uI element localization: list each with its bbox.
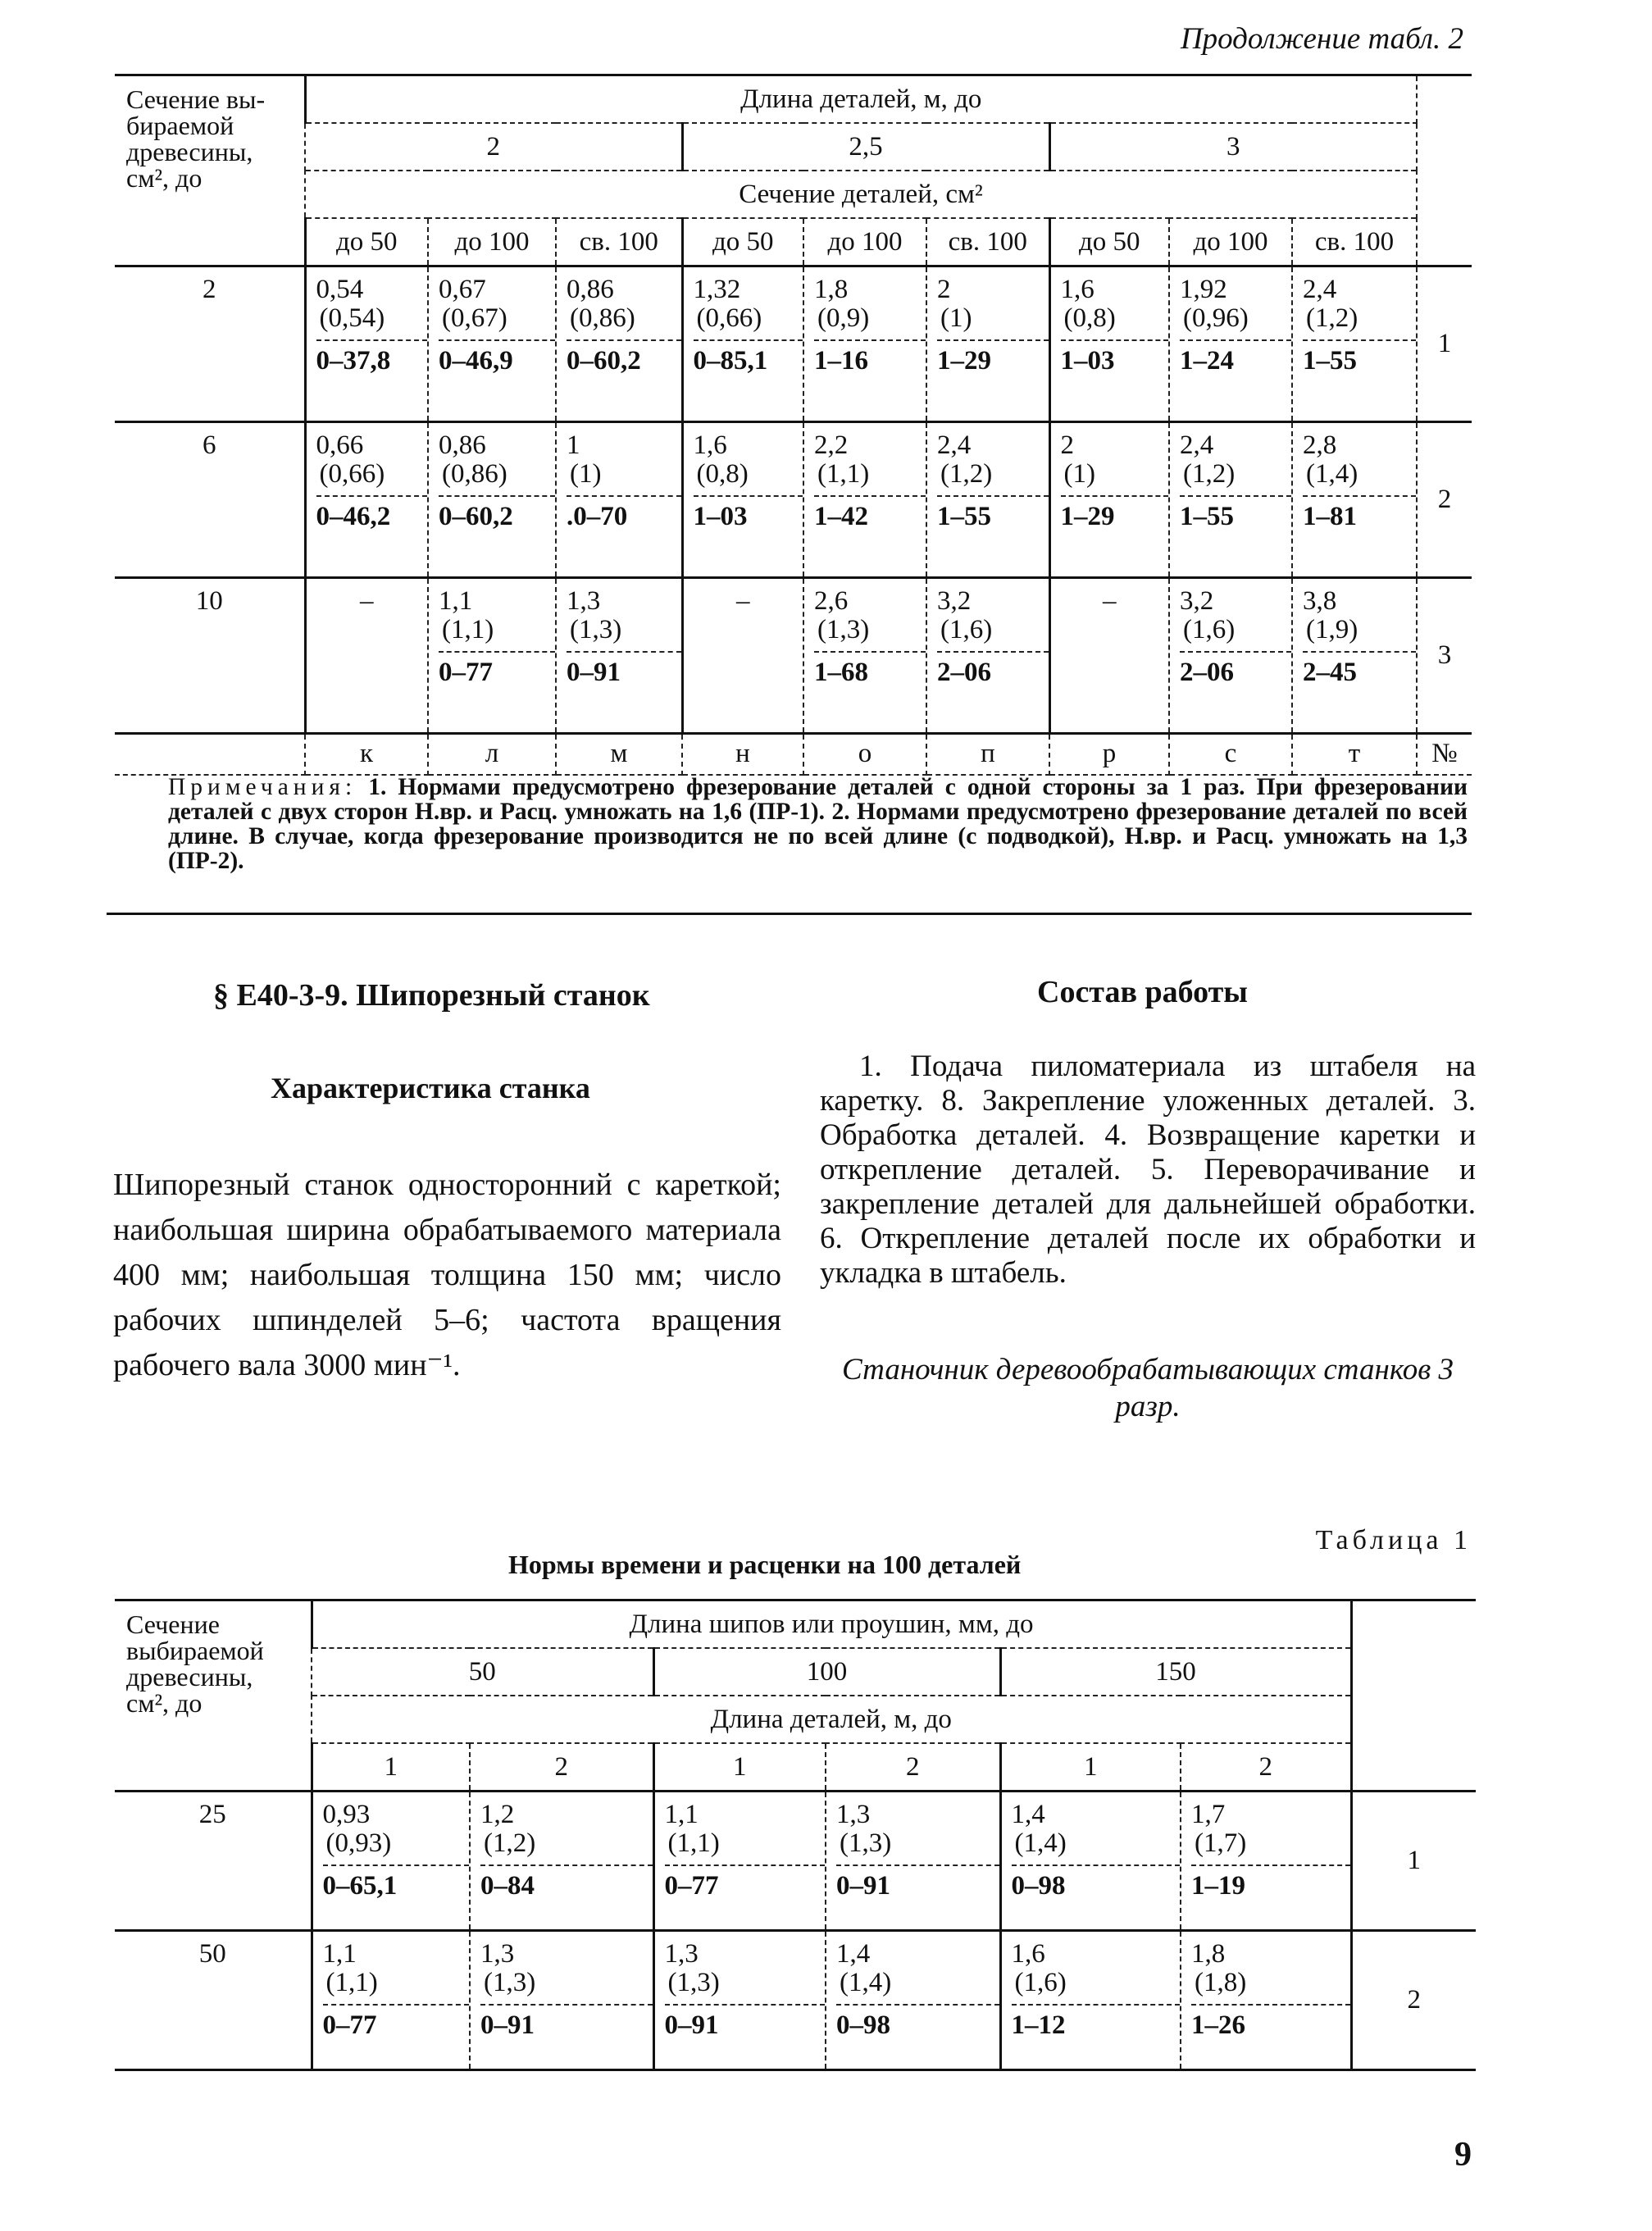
time-norm: 1,6 bbox=[1060, 275, 1095, 304]
norm-value bbox=[927, 579, 1049, 687]
rate-value: 0–37,8 bbox=[316, 339, 428, 376]
table-cell bbox=[428, 578, 556, 734]
norm-value bbox=[1170, 423, 1291, 531]
table-cell bbox=[682, 578, 803, 734]
subcolumn-header: до 100 bbox=[1169, 218, 1292, 266]
norm-value bbox=[307, 267, 428, 376]
time-norm: 1,3 bbox=[567, 586, 601, 616]
table-notes bbox=[168, 775, 1468, 873]
worker-grade: Станочник деревообрабатывающих станков 3 разр. bbox=[841, 1353, 1454, 1423]
subcolumn-header: св. 100 bbox=[926, 218, 1049, 266]
table-row bbox=[115, 1792, 1476, 1931]
column-code: о bbox=[803, 734, 926, 775]
norm-value bbox=[1170, 267, 1291, 376]
table-cell bbox=[1181, 1931, 1351, 2070]
table-cell bbox=[803, 578, 926, 734]
rate-value: 0–65,1 bbox=[323, 1864, 470, 1901]
table-cell bbox=[1292, 266, 1417, 422]
table-cell bbox=[312, 1931, 470, 2070]
time-norm-alt: (0,54) bbox=[319, 303, 385, 333]
column-code: н bbox=[682, 734, 803, 775]
time-norm: 3,2 bbox=[937, 586, 972, 616]
time-norm-alt: (1,4) bbox=[1014, 1828, 1067, 1858]
row-section: 25 bbox=[115, 1792, 312, 1931]
rate-value: 1–55 bbox=[937, 495, 1049, 531]
row-number: 2 bbox=[1351, 1931, 1476, 2070]
row-number: 1 bbox=[1417, 266, 1472, 422]
notes-lead: Примечания: bbox=[168, 774, 357, 800]
norm-value bbox=[804, 579, 926, 687]
length-header: Длина деталей, м, до bbox=[305, 75, 1417, 124]
stub-header-line: см², до bbox=[126, 1688, 203, 1718]
table-cell bbox=[305, 266, 428, 422]
time-norm-alt: (1,2) bbox=[940, 458, 993, 489]
time-norm: 1,2 bbox=[480, 1800, 515, 1829]
time-norm: 1,3 bbox=[480, 1939, 515, 1969]
time-norm-alt: (1,8) bbox=[1195, 1967, 1247, 1997]
rate-value: 1–19 bbox=[1191, 1864, 1350, 1901]
row-number: 1 bbox=[1351, 1792, 1476, 1931]
table-cell bbox=[1292, 578, 1417, 734]
table-cell bbox=[1000, 1792, 1181, 1931]
rate-value: 1–42 bbox=[814, 495, 926, 531]
length-value: 3 bbox=[1049, 123, 1417, 171]
subcolumn-header: 2 bbox=[826, 1743, 1000, 1792]
norm-value bbox=[429, 579, 555, 687]
rate-value: 1–26 bbox=[1191, 2004, 1350, 2040]
row-section: 10 bbox=[115, 578, 305, 734]
rate-value: 1–16 bbox=[814, 339, 926, 376]
empty-dash: – bbox=[1103, 586, 1117, 616]
separator-rule bbox=[107, 913, 1472, 915]
length-value: 2,5 bbox=[682, 123, 1049, 171]
time-norm-alt: (1,6) bbox=[1014, 1967, 1067, 1997]
table-cell bbox=[305, 422, 428, 578]
time-norm-alt: (0,9) bbox=[817, 303, 870, 333]
norm-value bbox=[313, 1792, 470, 1901]
tenon-length-header: Длина шипов или проушин, мм, до bbox=[312, 1600, 1351, 1649]
time-norm-alt: (0,96) bbox=[1183, 303, 1249, 333]
time-norm-alt: (0,66) bbox=[319, 458, 385, 489]
time-norm: 1,8 bbox=[814, 275, 849, 304]
subcolumn-header: 1 bbox=[312, 1743, 470, 1792]
norm-value bbox=[826, 1932, 999, 2040]
time-norm-alt: (0,8) bbox=[696, 458, 749, 489]
work-composition-text: 1. Подача пиломатериала из штабеля на каретку. 8. Закрепление уложенных деталей. 3. Обработка деталей. 4. Возвращение каретки и открепление деталей. 5. Переворачивание и закрепление деталей для дальнейшей обработки. 6. Открепление деталей после их обработки и укладка в штабель. bbox=[820, 1049, 1476, 1290]
section-title: § Е40-3-9. Шипорезный станок bbox=[213, 978, 650, 1013]
norm-value bbox=[1051, 267, 1169, 376]
time-norm: 2,4 bbox=[1180, 430, 1214, 460]
time-norm: 1,92 bbox=[1180, 275, 1227, 304]
subcolumn-header: до 100 bbox=[428, 218, 556, 266]
rate-value: .0–70 bbox=[567, 495, 681, 531]
table-title: Нормы времени и расценки на 100 деталей bbox=[508, 1550, 1022, 1579]
code-row bbox=[115, 734, 1472, 775]
time-norm-alt: (1) bbox=[940, 303, 972, 333]
table-cell bbox=[926, 266, 1049, 422]
rate-value: 0–91 bbox=[665, 2004, 826, 2040]
tenon-length-value: 50 bbox=[312, 1648, 653, 1696]
length-header: Длина деталей, м, до bbox=[312, 1696, 1351, 1743]
table-row bbox=[115, 422, 1472, 578]
time-norm: 0,86 bbox=[567, 275, 614, 304]
table-cell bbox=[556, 266, 682, 422]
table-cell bbox=[803, 422, 926, 578]
table-cell bbox=[682, 266, 803, 422]
time-norm: 1,8 bbox=[1191, 1939, 1226, 1969]
table-label: Таблица 1 bbox=[1315, 1525, 1472, 1555]
tenon-length-value: 150 bbox=[1000, 1648, 1351, 1696]
norm-value bbox=[1293, 579, 1416, 687]
rate-value: 0–85,1 bbox=[694, 339, 803, 376]
rate-value: 2–06 bbox=[1180, 651, 1291, 687]
table-cell bbox=[1292, 422, 1417, 578]
blank-cell bbox=[115, 734, 305, 775]
subcolumn-header: 1 bbox=[1000, 1743, 1181, 1792]
tenon-length-value: 100 bbox=[653, 1648, 1000, 1696]
time-norm-alt: (0,8) bbox=[1063, 303, 1116, 333]
norm-value bbox=[684, 267, 803, 376]
time-norm-alt: (1,4) bbox=[1306, 458, 1358, 489]
machine-characteristics-text: Шипорезный станок односторонний с кареткой; наибольшая ширина обрабатываемого материала 400 мм; наибольшая толщина 150 мм; число рабочих шпинделей 5–6; частота вращения рабочего вала 3000 мин⁻¹. bbox=[113, 1168, 781, 1382]
norm-value bbox=[1181, 1932, 1350, 2040]
time-norm: 2,6 bbox=[814, 586, 849, 616]
rate-value: 0–60,2 bbox=[439, 495, 555, 531]
time-norm-alt: (0,86) bbox=[570, 303, 635, 333]
norm-value bbox=[307, 423, 428, 531]
table-cell bbox=[428, 422, 556, 578]
rate-value: 0–84 bbox=[480, 1864, 653, 1901]
norm-value bbox=[307, 579, 428, 616]
table-row bbox=[115, 266, 1472, 422]
table-cell bbox=[1049, 578, 1169, 734]
norm-value bbox=[1002, 1932, 1181, 2040]
time-norm: 1,1 bbox=[322, 1939, 357, 1969]
table-cell bbox=[803, 266, 926, 422]
table-cell bbox=[682, 422, 803, 578]
rate-value: 1–55 bbox=[1303, 339, 1416, 376]
norm-value bbox=[1170, 579, 1291, 687]
time-norm-alt: (1,3) bbox=[840, 1828, 892, 1858]
table-cell bbox=[1169, 578, 1292, 734]
norm-value bbox=[804, 267, 926, 376]
time-norm: 1,4 bbox=[836, 1939, 871, 1969]
norms-table-continuation bbox=[115, 74, 1472, 776]
time-norm: 2,4 bbox=[937, 430, 972, 460]
rate-value: 0–91 bbox=[836, 1864, 999, 1901]
norm-value bbox=[655, 1792, 826, 1901]
time-norm: 1,7 bbox=[1191, 1800, 1226, 1829]
norm-value bbox=[313, 1932, 470, 2040]
rate-value: 2–45 bbox=[1303, 651, 1416, 687]
time-norm-alt: (1,6) bbox=[940, 614, 993, 644]
table-row bbox=[115, 578, 1472, 734]
time-norm: 3,8 bbox=[1303, 586, 1337, 616]
table-cell bbox=[1169, 422, 1292, 578]
rate-value: 1–03 bbox=[694, 495, 803, 531]
time-norm-alt: (1,7) bbox=[1195, 1828, 1247, 1858]
table-cell bbox=[653, 1792, 826, 1931]
empty-dash: – bbox=[360, 586, 374, 616]
section-header: Сечение деталей, см² bbox=[305, 171, 1417, 218]
time-norm: 2,8 bbox=[1303, 430, 1337, 460]
table-cell bbox=[556, 422, 682, 578]
notes-text: 1. Нормами предусмотрено фрезерование деталей с одной стороны за 1 раз. При фрезеровании деталей с двух сторон Н.вр. и Расц. умножать на 1,6 (ПР-1). 2. Нормами предусмотрено фрезерование деталей по всей длине. В случае, когда фрезерование производится не по всей длине (с подводкой), Н.вр. и Расц. умножать на 1,3 (ПР-2). bbox=[168, 774, 1468, 874]
time-norm-alt: (1,1) bbox=[442, 614, 494, 644]
table-cell bbox=[1181, 1792, 1351, 1931]
column-code: с bbox=[1169, 734, 1292, 775]
norms-table-1 bbox=[115, 1599, 1476, 2071]
table-cell bbox=[470, 1931, 653, 2070]
rate-value: 1–55 bbox=[1180, 495, 1291, 531]
time-norm: 1,4 bbox=[1011, 1800, 1045, 1829]
rate-value: 1–81 bbox=[1303, 495, 1416, 531]
rate-value: 1–12 bbox=[1012, 2004, 1181, 2040]
norm-value bbox=[1293, 267, 1416, 376]
blank-cell bbox=[1351, 1600, 1476, 1792]
rate-value: 2–06 bbox=[937, 651, 1049, 687]
rate-value: 1–03 bbox=[1061, 339, 1169, 376]
rate-value: 0–77 bbox=[439, 651, 555, 687]
time-norm-alt: (1) bbox=[570, 458, 602, 489]
stub-header bbox=[115, 75, 305, 266]
time-norm: 3,2 bbox=[1180, 586, 1214, 616]
row-section: 6 bbox=[115, 422, 305, 578]
rate-value: 0–60,2 bbox=[567, 339, 681, 376]
stub-header-line: выбираемой bbox=[126, 1636, 264, 1665]
time-norm: 0,66 bbox=[316, 430, 364, 460]
rate-value: 0–46,9 bbox=[439, 339, 555, 376]
time-norm-alt: (0,67) bbox=[442, 303, 507, 333]
column-code: к bbox=[305, 734, 428, 775]
time-norm: 1 bbox=[567, 430, 580, 460]
table-cell bbox=[926, 578, 1049, 734]
norm-value bbox=[557, 267, 681, 376]
subcolumn-header: до 50 bbox=[305, 218, 428, 266]
subcolumn-header: св. 100 bbox=[1292, 218, 1417, 266]
norm-value bbox=[826, 1792, 999, 1901]
subcolumn-header: 1 bbox=[653, 1743, 826, 1792]
table-cell bbox=[926, 422, 1049, 578]
time-norm: 1,1 bbox=[439, 586, 473, 616]
time-norm-alt: (1,3) bbox=[484, 1967, 536, 1997]
stub-header-line: Сечение вы- bbox=[126, 84, 266, 114]
row-section: 2 bbox=[115, 266, 305, 422]
stub-header bbox=[115, 1600, 312, 1792]
time-norm: 2 bbox=[937, 275, 951, 304]
table-cell bbox=[653, 1931, 826, 2070]
table-cell bbox=[556, 578, 682, 734]
time-norm-alt: (1,2) bbox=[484, 1828, 536, 1858]
row-number: 3 bbox=[1417, 578, 1472, 734]
norm-value bbox=[557, 423, 681, 531]
stub-header-line: древесины, bbox=[126, 1662, 253, 1691]
time-norm: 2,2 bbox=[814, 430, 849, 460]
table-cell bbox=[1049, 266, 1169, 422]
time-norm: 1,32 bbox=[693, 275, 741, 304]
table-cell bbox=[826, 1931, 1000, 2070]
rate-value: 0–77 bbox=[323, 2004, 470, 2040]
time-norm-alt: (1,1) bbox=[325, 1967, 378, 1997]
time-norm-alt: (1,1) bbox=[817, 458, 870, 489]
time-norm: 0,86 bbox=[439, 430, 486, 460]
subcolumn-header: до 50 bbox=[1049, 218, 1169, 266]
subcolumn-header: 2 bbox=[1181, 1743, 1351, 1792]
norm-value bbox=[429, 267, 555, 376]
subcolumn-header: до 50 bbox=[682, 218, 803, 266]
time-norm: 1,1 bbox=[664, 1800, 699, 1829]
norm-value bbox=[471, 1932, 653, 2040]
norm-value bbox=[927, 423, 1049, 531]
work-composition-title: Состав работы bbox=[1037, 975, 1248, 1009]
time-norm-alt: (1,1) bbox=[667, 1828, 720, 1858]
time-norm-alt: (0,86) bbox=[442, 458, 507, 489]
column-code: м bbox=[556, 734, 682, 775]
time-norm: 0,67 bbox=[439, 275, 486, 304]
rate-value: 0–98 bbox=[1012, 1864, 1181, 1901]
time-norm-alt: (1) bbox=[1063, 458, 1095, 489]
subcolumn-header: 2 bbox=[470, 1743, 653, 1792]
table-cell bbox=[1000, 1931, 1181, 2070]
stub-header-line: бираемой bbox=[126, 111, 234, 140]
empty-dash: – bbox=[736, 586, 750, 616]
rate-value: 1–29 bbox=[937, 339, 1049, 376]
time-norm: 1,6 bbox=[693, 430, 727, 460]
time-norm: 0,54 bbox=[316, 275, 364, 304]
page-number: 9 bbox=[1454, 2136, 1472, 2174]
column-code: т bbox=[1292, 734, 1417, 775]
norm-value bbox=[804, 423, 926, 531]
time-norm-alt: (1,2) bbox=[1306, 303, 1358, 333]
time-norm-alt: (1,3) bbox=[817, 614, 870, 644]
time-norm-alt: (1,9) bbox=[1306, 614, 1358, 644]
table-row bbox=[115, 1931, 1476, 2070]
rate-value: 0–91 bbox=[480, 2004, 653, 2040]
column-code: р bbox=[1049, 734, 1169, 775]
time-norm-alt: (0,66) bbox=[696, 303, 762, 333]
norm-value bbox=[1293, 423, 1416, 531]
row-number: 2 bbox=[1417, 422, 1472, 578]
time-norm: 2,4 bbox=[1303, 275, 1337, 304]
stub-header-line: см², до bbox=[126, 163, 203, 193]
norm-value bbox=[557, 579, 681, 687]
rate-value: 1–68 bbox=[814, 651, 926, 687]
norm-value bbox=[655, 1932, 826, 2040]
time-norm-alt: (1,3) bbox=[570, 614, 622, 644]
table-cell bbox=[470, 1792, 653, 1931]
time-norm-alt: (0,93) bbox=[325, 1828, 392, 1858]
time-norm-alt: (1,4) bbox=[840, 1967, 892, 1997]
number-label: № bbox=[1417, 734, 1472, 775]
column-code: л bbox=[428, 734, 556, 775]
table-cell bbox=[305, 578, 428, 734]
time-norm-alt: (1,3) bbox=[667, 1967, 720, 1997]
machine-characteristics-title: Характеристика станка bbox=[271, 1072, 590, 1104]
rate-value: 1–24 bbox=[1180, 339, 1291, 376]
time-norm-alt: (1,6) bbox=[1183, 614, 1236, 644]
norm-value bbox=[684, 579, 803, 616]
subcolumn-header: до 100 bbox=[803, 218, 926, 266]
norm-value bbox=[1051, 579, 1169, 616]
blank-cell bbox=[1417, 75, 1472, 266]
norm-value bbox=[1181, 1792, 1350, 1901]
norm-value bbox=[684, 423, 803, 531]
rate-value: 0–46,2 bbox=[316, 495, 428, 531]
table-cell bbox=[1169, 266, 1292, 422]
table-cell bbox=[826, 1792, 1000, 1931]
norm-value bbox=[1002, 1792, 1181, 1901]
column-code: п bbox=[926, 734, 1049, 775]
time-norm: 0,93 bbox=[322, 1800, 371, 1829]
norm-value bbox=[471, 1792, 653, 1901]
norm-value bbox=[429, 423, 555, 531]
time-norm: 2 bbox=[1060, 430, 1074, 460]
table-cell bbox=[1049, 422, 1169, 578]
norm-value bbox=[1051, 423, 1169, 531]
rate-value: 0–91 bbox=[567, 651, 681, 687]
time-norm: 1,3 bbox=[836, 1800, 871, 1829]
norm-value bbox=[927, 267, 1049, 376]
time-norm: 1,6 bbox=[1011, 1939, 1045, 1969]
time-norm-alt: (1,2) bbox=[1183, 458, 1236, 489]
rate-value: 0–98 bbox=[836, 2004, 999, 2040]
stub-header-line: Сечение bbox=[126, 1610, 220, 1639]
table-cell bbox=[312, 1792, 470, 1931]
time-norm: 1,3 bbox=[664, 1939, 699, 1969]
row-section: 50 bbox=[115, 1931, 312, 2070]
stub-header-line: древесины, bbox=[126, 137, 253, 166]
length-value: 2 bbox=[305, 123, 682, 171]
subcolumn-header: св. 100 bbox=[556, 218, 682, 266]
continuation-caption: Продолжение табл. 2 bbox=[1180, 22, 1463, 56]
rate-value: 0–77 bbox=[665, 1864, 826, 1901]
rate-value: 1–29 bbox=[1061, 495, 1169, 531]
table-cell bbox=[428, 266, 556, 422]
